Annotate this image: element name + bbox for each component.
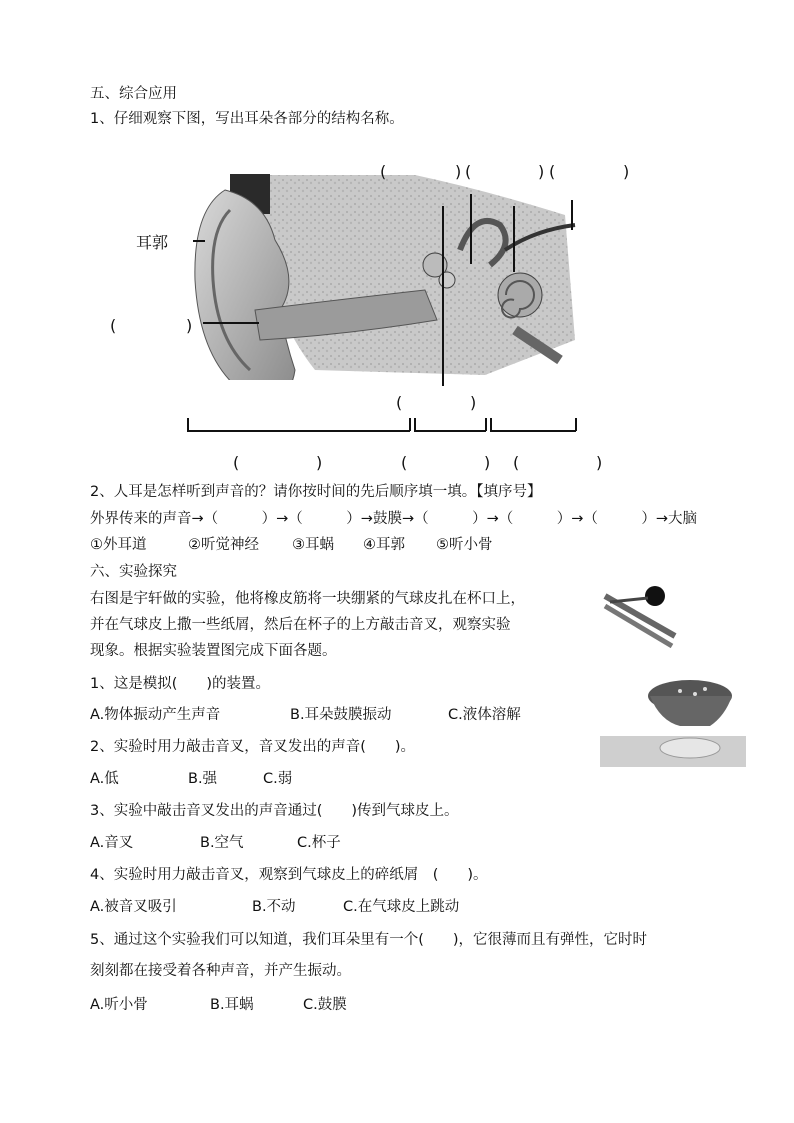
pointer-line-ossicles [470,194,472,264]
bracket-middle-ear [414,430,486,432]
top-blank-1-open: ( [380,162,387,181]
sound-flow: 外界传来的声音→（ ）→（ ）→鼓膜→（ ）→（ ）→（ ）→大脑 [90,511,698,527]
ear-diagram [185,170,585,380]
bracket-middle-right [485,418,487,431]
exp-q4-opt-c: C.在气球皮上跳动 [343,899,460,915]
cup-base [660,738,720,758]
exp-q4-opt-a: A.被音叉吸引 [90,899,177,915]
exp-q5-opt-c: C.鼓膜 [303,997,347,1013]
exp-q3-opt-b: B.空气 [200,835,244,851]
exp-q4-opt-b: B.不动 [252,899,296,915]
mid-blank-open: ( [396,393,403,412]
bracket-middle-left [414,418,416,431]
option-2: ②听觉神经 [188,537,259,553]
option-4: ④耳郭 [363,537,405,553]
top-blank-3-open: ( [549,162,556,181]
pointer-line-cochlea [513,206,515,272]
top-blank-2-close: ) [538,162,545,181]
exp-q1-opt-a: A.物体振动产生声音 [90,707,221,723]
experiment-photo [600,576,746,767]
ear-label-pinna: 耳郭 [136,233,169,252]
option-1: ①外耳道 [90,537,147,553]
exp-q3: 3、实验中敲击音叉发出的声音通过( )传到气球皮上。 [90,803,459,819]
bracket-outer-left [187,418,189,431]
exp-q5-opt-a: A.听小骨 [90,997,148,1013]
q2-text: 2、人耳是怎样听到声音的？请你按时间的先后顺序填一填。【填序号】 [90,484,542,500]
section5-title: 五、综合应用 [90,86,177,102]
exp-q5-cont: 刻刻都在接受着各种声音，并产生振动。 [90,963,351,979]
pointer-line-pinna [193,240,205,242]
pointer-line-canal [203,322,259,324]
bracket-inner-ear [490,430,576,432]
bracket-inner-right [575,418,577,431]
exp-q2-opt-b: B.强 [188,771,218,787]
exp-q3-opt-a: A.音叉 [90,835,134,851]
exp-q4: 4、实验时用力敲击音叉，观察到气球皮上的碎纸屑 ( )。 [90,867,488,883]
exp-q5-opt-b: B.耳蜗 [210,997,254,1013]
exp-q2-opt-c: C.弱 [263,771,293,787]
exp-q1: 1、这是模拟( )的装置。 [90,676,271,692]
bottom-blank-1-close: ) [316,453,323,472]
left-blank-close: ) [186,316,193,335]
pointer-line-nerve [571,200,573,230]
pointer-line-eardrum [442,206,444,386]
bottom-blank-1-open: ( [233,453,240,472]
bottom-blank-2-close: ) [484,453,491,472]
bottom-blank-3-open: ( [513,453,520,472]
mallet-head [645,586,665,606]
mid-blank-close: ) [470,393,477,412]
exp-q2-opt-a: A.低 [90,771,119,787]
q1-text: 1、仔细观察下图，写出耳朵各部分的结构名称。 [90,111,404,127]
exp-q2: 2、实验时用力敲击音叉，音叉发出的声音( )。 [90,739,416,755]
option-3: ③耳蜗 [292,537,334,553]
exp-q1-opt-b: B.耳朵鼓膜振动 [290,707,392,723]
exp-q5: 5、通过这个实验我们可以知道，我们耳朵里有一个( )，它很薄而且有弹性，它时时 [90,932,648,948]
section6-title: 六、实验探究 [90,564,177,580]
top-blank-2-open: ( [465,162,472,181]
left-blank-open: ( [110,316,117,335]
intro-line-1: 右图是宇轩做的实验，他将橡皮筋将一块绷紧的气球皮扎在杯口上， [90,591,525,607]
top-blank-3-close: ) [623,162,630,181]
intro-line-3: 现象。根据实验装置图完成下面各题。 [90,643,337,659]
intro-line-2: 并在气球皮上撒一些纸屑，然后在杯子的上方敲击音叉，观察实验 [90,617,511,633]
bracket-outer-right [409,418,411,431]
bottom-blank-2-open: ( [401,453,408,472]
option-5: ⑤听小骨 [436,537,493,553]
exp-q1-opt-c: C.液体溶解 [448,707,521,723]
top-blank-1-close: ) [455,162,462,181]
bracket-inner-left [490,418,492,431]
bottom-blank-3-close: ) [596,453,603,472]
exp-q3-opt-c: C.杯子 [297,835,341,851]
bracket-outer-ear [187,430,410,432]
